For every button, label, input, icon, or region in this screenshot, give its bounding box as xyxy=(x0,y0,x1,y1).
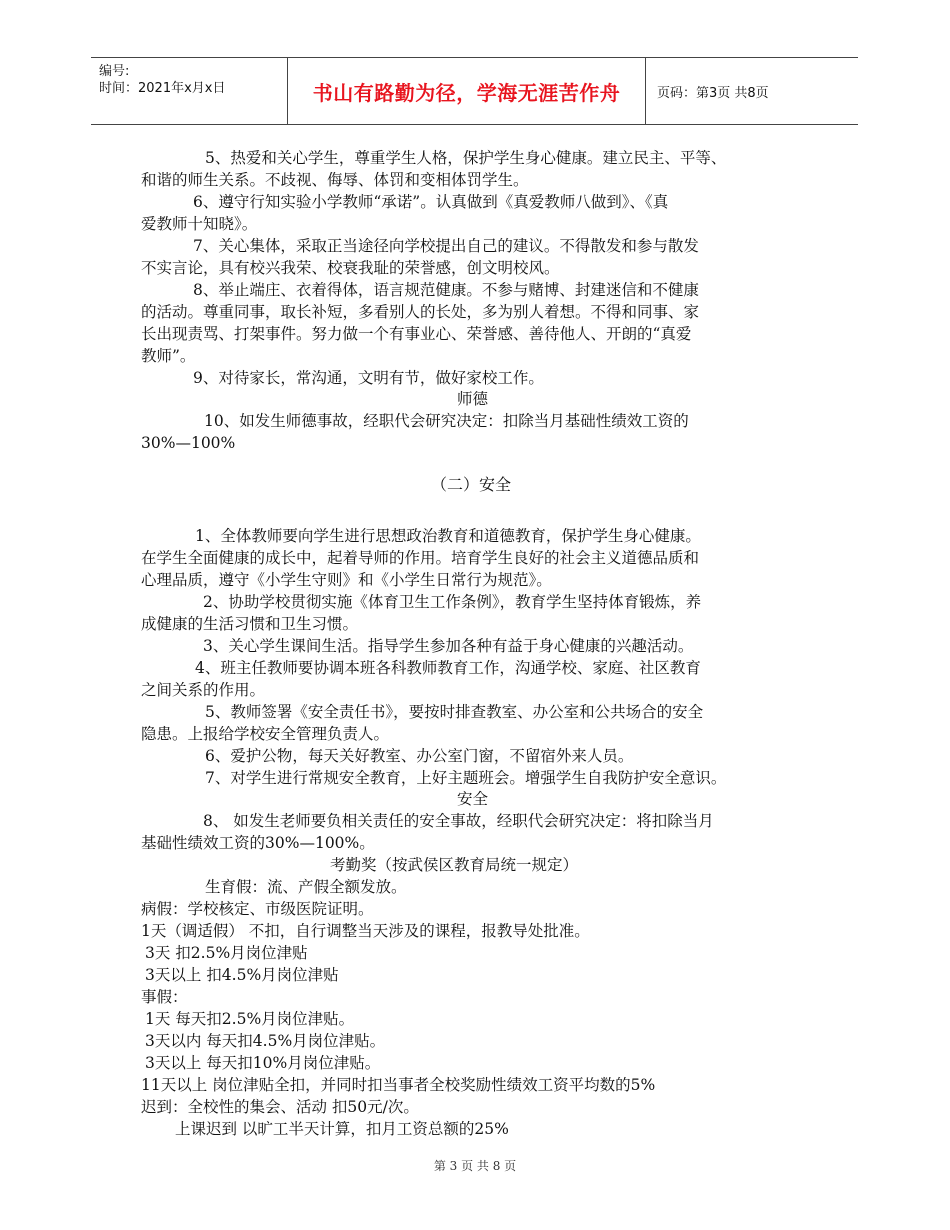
body-line: 事假： xyxy=(141,988,188,1006)
header-meta xyxy=(99,63,225,97)
body-line: 上课迟到 以旷工半天计算，扣月工资总额的25% xyxy=(175,1120,509,1138)
body-line: 8、 如发生老师要负相关责任的安全事故，经职代会研究决定：将扣除当月 xyxy=(203,812,714,830)
body-line: 隐患。上报给学校安全管理负责人。 xyxy=(141,725,390,743)
body-line: 30%—100% xyxy=(141,434,236,452)
section-label: 安全 xyxy=(457,790,489,808)
body-line: 迟到：全校性的集会、活动 扣50元/次。 xyxy=(141,1098,419,1116)
body-line: 1、全体教师要向学生进行思想政治教育和道德教育，保护学生身心健康。 xyxy=(195,527,701,545)
body-line: 之间关系的作用。 xyxy=(141,681,266,699)
body-line: 不实言论，具有校兴我荣、校衰我耻的荣誉感，创文明校风。 xyxy=(141,259,560,277)
body-line: 2、协助学校贯彻实施《体育卫生工作条例》，教育学生坚持体育锻炼，养 xyxy=(203,593,702,611)
section-label: 考勤奖（按武侯区教育局统一规定） xyxy=(330,856,579,874)
body-line: 1天 每天扣2.5%月岗位津贴。 xyxy=(145,1010,355,1028)
header-page-info: 页码：第3页 共8页 xyxy=(657,86,769,101)
body-line: 6、爱护公物，每天关好教室、办公室门窗，不留宿外来人员。 xyxy=(205,747,634,765)
body-line: 7、对学生进行常规安全教育，上好主题班会。增强学生自我防护安全意识。 xyxy=(205,769,727,787)
body-line: 成健康的生活习惯和卫生习惯。 xyxy=(141,615,359,633)
body-line: 9、对待家长，常沟通，文明有节，做好家校工作。 xyxy=(193,369,544,387)
body-line: 3天 扣2.5%月岗位津贴 xyxy=(145,944,308,962)
body-line: 心理品质，遵守《小学生守则》和《小学生日常行为规范》。 xyxy=(141,571,552,589)
body-line: 3天以上 每天扣10%月岗位津贴。 xyxy=(145,1054,381,1072)
body-line: 6、遵守行知实验小学教师“承诺”。认真做到《真爱教师八做到》、《真 xyxy=(193,193,669,211)
body-line: 10、如发生师德事故，经职代会研究决定：扣除当月基础性绩效工资的 xyxy=(204,412,689,430)
page-header xyxy=(91,57,858,125)
body-line: 3天以上 扣4.5%月岗位津贴 xyxy=(145,966,339,984)
header-motto: 书山有路勤为径，学海无涯苦作舟 xyxy=(287,58,646,124)
body-line: 和谐的师生关系。不歧视、侮辱、体罚和变相体罚学生。 xyxy=(141,171,529,189)
body-line: 的活动。尊重同事，取长补短，多看别人的长处，多为别人着想。不得和同事、家 xyxy=(141,303,700,321)
body-line: 病假：学校核定、市级医院证明。 xyxy=(141,900,374,918)
body-line: 教师”。 xyxy=(141,347,196,365)
page-footer: 第 3 页 共 8 页 xyxy=(433,1159,517,1173)
body-line: 8、举止端庄、衣着得体，语言规范健康。不参与赌博、封建迷信和不健康 xyxy=(193,281,699,299)
body-line: 7、关心集体，采取正当途径向学校提出自己的建议。不得散发和参与散发 xyxy=(193,237,699,255)
body-line: 3、关心学生课间生活。指导学生参加各种有益于身心健康的兴趣活动。 xyxy=(203,637,694,655)
body-line: 基础性绩效工资的30%—100%。 xyxy=(141,834,375,852)
time-label: 时间：2021年x月x日 xyxy=(99,81,226,96)
body-line: 1天（调适假） 不扣，自行调整当天涉及的课程，报教导处批准。 xyxy=(141,922,590,940)
body-line: 生育假：流、产假全额发放。 xyxy=(205,878,407,896)
body-line: 5、教师签署《安全责任书》，要按时排查教室、办公室和公共场合的安全 xyxy=(205,703,704,721)
body-line: 爱教师十知晓》。 xyxy=(141,215,258,233)
number-label: 编号: xyxy=(99,64,130,79)
body-line: 11天以上 岗位津贴全扣，并同时扣当事者全校奖励性绩效工资平均数的5% xyxy=(141,1076,656,1094)
body-line: 5、热爱和关心学生，尊重学生人格，保护学生身心健康。建立民主、平等、 xyxy=(205,149,727,167)
body-line: 在学生全面健康的成长中，起着导师的作用。培育学生良好的社会主义道德品质和 xyxy=(141,549,700,567)
body-line: 长出现责骂、打架事件。努力做一个有事业心、荣誉感、善待他人、开朗的“真爱 xyxy=(141,325,692,343)
section-heading: （二）安全 xyxy=(431,475,512,494)
body-line: 3天以内 每天扣4.5%月岗位津贴。 xyxy=(145,1032,386,1050)
body-line: 4、班主任教师要协调本班各科教师教育工作，沟通学校、家庭、社区教育 xyxy=(195,659,701,677)
section-label: 师德 xyxy=(457,390,489,408)
